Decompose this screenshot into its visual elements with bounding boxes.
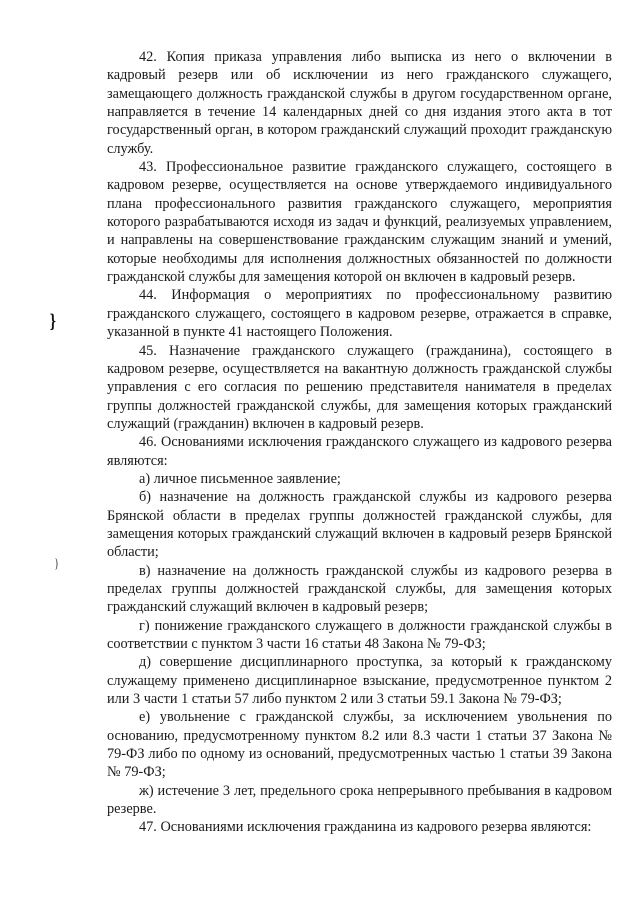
list-item-zh: ж) истечение 3 лет, предельного срока непрерывного пребывания в кадровом резерве. xyxy=(107,782,612,818)
list-item-v: в) назначение на должность гражданской службы из кадрового резерва в пределах группы должностей гражданской службы, для замещения которых гражданский служащий включен в кадровый резерв; xyxy=(107,562,612,616)
document-page xyxy=(107,48,612,837)
list-item-e: е) увольнение с гражданской службы, за исключением увольнения по основанию, предусмотренному пунктом 8.2 или 8.3 части 1 статьи 37 Закона № 79-ФЗ либо по одному из оснований, предусмотренных частью 1 статьи 39 Закона № 79-ФЗ; xyxy=(107,709,612,781)
list-item-d: д) совершение дисциплинарного проступка, за который к гражданскому служащему применено дисциплинарное взыскание, предусмотренное пунктом 2 или 3 части 1 статьи 57 либо пунктом 2 или 3 статьи 59.1 Закона № 79-ФЗ; xyxy=(107,654,612,708)
margin-mark: } xyxy=(49,311,57,332)
list-item-a: а) личное письменное заявление; xyxy=(139,470,341,487)
paragraph-45: 45. Назначение гражданского служащего (гражданина), состоящего в кадровом резерве, осуществляется на вакантную должность гражданской службы управления с его согласия по решению представителя нанимателя в пределах группы должностей гражданской службы, для замещения которых гражданский служащий (гражданин) включен в кадровый резерв. xyxy=(107,342,612,432)
paragraph-43: 43. Профессиональное развитие гражданского служащего, состоящего в кадровом резерве, осуществляется на основе утверждаемого индивидуального плана профессионального развития гражданского служащего, мероприятия которого разрабатываются исходя из задач и функций, реализуемых управлением, и направлены на совершенствование гражданским служащим знаний и умений, которые необходимы для исполнения должностных обязанностей по должности гражданской службы для замещения которой он включен в кадровый резерв. xyxy=(107,159,612,286)
margin-mark: ) xyxy=(55,557,59,572)
paragraph-47: 47. Основаниями исключения гражданина из кадрового резерва являются: xyxy=(139,819,592,836)
paragraph-46: 46. Основаниями исключения гражданского служащего из кадрового резерва являются: xyxy=(107,434,612,469)
list-item-b: б) назначение на должность гражданской службы из кадрового резерва Брянской области в пределах группы должностей гражданской службы, для замещения которых гражданский служащий включен в кадровый резерв Брянской области; xyxy=(107,489,612,561)
list-item-g: г) понижение гражданского служащего в должности гражданской службы в соответствии с пунктом 3 части 16 статьи 48 Закона № 79-ФЗ; xyxy=(107,617,612,652)
paragraph-44: 44. Информация о мероприятиях по профессиональному развитию гражданского служащего, состоящего в кадровом резерве, отражается в справке, указанной в пункте 41 настоящего Положения. xyxy=(107,287,612,341)
paragraph-42: 42. Копия приказа управления либо выписка из него о включении в кадровый резерв или об исключении из него гражданского служащего, замещающего должность гражданской службы в другом государственном органе, направляется в течение 14 календарных дней со дня издания этого акта в тот государственный орган, в котором гражданский служащий проходит гражданскую службу. xyxy=(107,49,612,157)
